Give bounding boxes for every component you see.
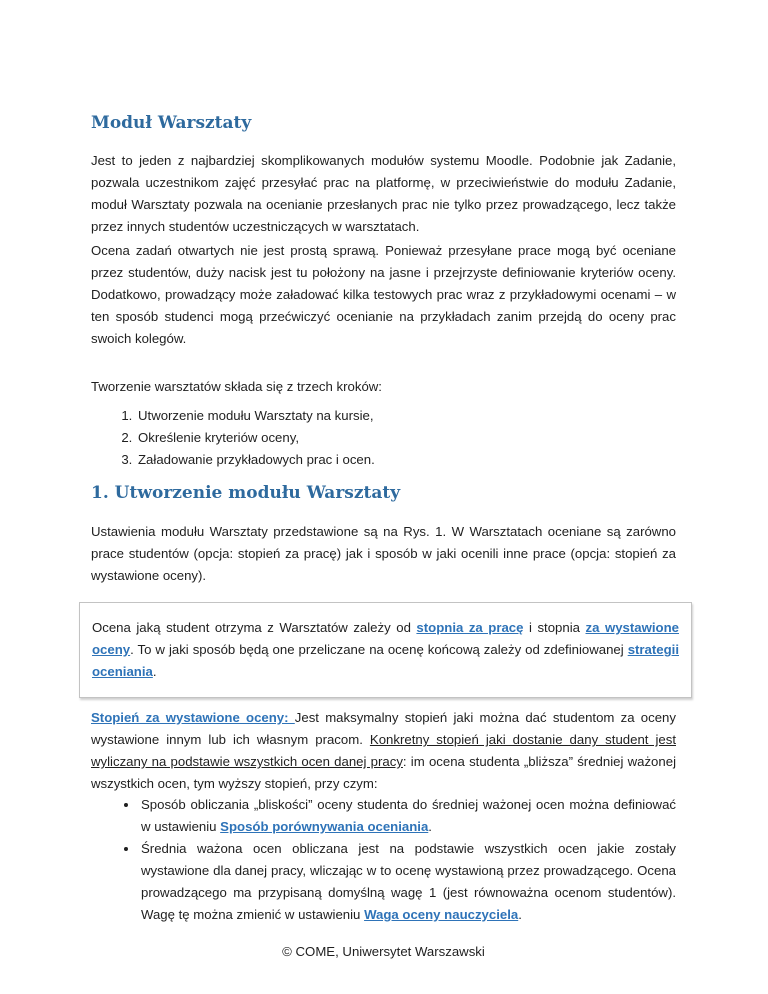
grade-for-work-link[interactable]: stopnia za pracę xyxy=(416,620,524,635)
bullet-text: . xyxy=(428,819,432,834)
page-footer: © COME, Uniwersytet Warszawski xyxy=(282,944,485,959)
grading-strategy-link[interactable]: strategii oceniania xyxy=(92,642,679,679)
underlined-text: Konkretny stopień jaki dostanie dany student jest wyliczany na podstawie wszystkich ocen danej pracy xyxy=(91,732,676,769)
intro-paragraph: Jest to jeden z najbardziej skomplikowanych modułów systemu Moodle. Podobnie jak Zadanie, pozwala uczestnikom zajęć przesyłać prac na platformę, w przeciwieństwie do modułu Zadanie, moduł Warsztaty pozwala na ocenianie przesłanych prac nie tylko przez prowadzącego, lecz także przez innych studentów uczestniczących w warsztatach. xyxy=(91,153,676,234)
grade-for-assessment-link[interactable]: za wystawione oceny xyxy=(92,620,679,657)
bullet-list xyxy=(91,794,676,926)
comparison-method-link[interactable]: Sposób porównywania oceniania xyxy=(220,819,429,834)
grade-for-assessment-term-link[interactable]: Stopień za wystawione oceny: xyxy=(91,710,295,725)
list-item: 1. Utworzenie modułu Warsztaty na kursie, xyxy=(136,405,375,427)
steps-intro: Tworzenie warsztatów składa się z trzech kroków: xyxy=(91,379,382,394)
section-1-paragraph: Ustawienia modułu Warsztaty przedstawione są na Rys. 1. W Warsztatach oceniane są zarówno prace studentów (opcja: stopień za pracę) jak i sposób w jaki ocenili inne prace (opcja: stopień za wystawione oceny). xyxy=(91,524,676,583)
bullet-text: . xyxy=(518,907,522,922)
note-box xyxy=(79,602,692,698)
paragraph-text: Jest maksymalny stopień jaki można dać studentom za oceny wystawione innym lub ich własnym pracom. xyxy=(91,710,676,747)
list-item xyxy=(139,838,676,926)
note-text xyxy=(92,617,679,683)
bullet-text: Średnia ważona ocen obliczana jest na podstawie wszystkich ocen jakie zostały wystawione dla danej pracy, wliczając w to ocenę wystawioną przez prowadzącego. Ocena prowadzącego ma przypisaną domyślną wagę 1 (jest równoważna ocenom studentów). Wagę tę można zmienić w ustawieniu xyxy=(141,841,676,922)
note-text-part: . To w jaki sposób będą one przeliczane na ocenę końcową zależy od zdefiniowanej xyxy=(130,642,628,657)
steps-list xyxy=(91,405,375,471)
list-item: 3. Załadowanie przykładowych prac i ocen. xyxy=(136,449,375,471)
grade-for-assessment-paragraph xyxy=(91,707,676,795)
teacher-weight-link[interactable]: Waga oceny nauczyciela xyxy=(364,907,519,922)
paragraph-text: : im ocena studenta „bliższa” średniej ważonej wszystkich ocen, tym wyższy stopień, przy czym: xyxy=(91,754,676,791)
note-text-part: i stopnia xyxy=(523,620,586,635)
section-1-heading: 1. Utworzenie modułu Warsztaty xyxy=(91,483,401,503)
assessment-paragraph: Ocena zadań otwartych nie jest prostą sprawą. Ponieważ przesyłane prace mogą być oceniane przez studentów, duży nacisk jest tu położony na jasne i przejrzyste definiowanie kryteriów oceny. Dodatkowo, prowadzący może załadować kilka testowych prac wraz z przykładowymi ocenami – w ten sposób studenci mogą przećwiczyć ocenianie na przykładach zanim przejdą do oceny prac swoich kolegów. xyxy=(91,243,676,346)
page-title: Moduł Warsztaty xyxy=(91,113,252,133)
bullet-text: Sposób obliczania „bliskości” oceny studenta do średniej ważonej ocen można definiować w ustawieniu xyxy=(141,797,676,834)
note-text-part: . xyxy=(152,664,157,679)
list-item xyxy=(139,794,676,838)
list-item: 2. Określenie kryteriów oceny, xyxy=(136,427,375,449)
note-text-part: Ocena jaką student otrzyma z Warsztatów zależy od xyxy=(92,620,417,635)
